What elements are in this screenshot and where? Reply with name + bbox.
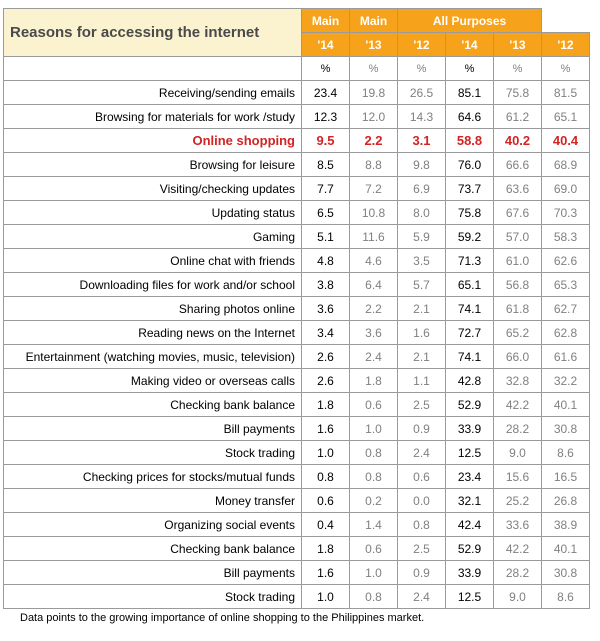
value-cell: 65.2 bbox=[494, 321, 542, 345]
value-cell: 72.7 bbox=[446, 321, 494, 345]
value-cell: 1.0 bbox=[302, 585, 350, 609]
value-cell: 4.6 bbox=[350, 249, 398, 273]
table-row bbox=[4, 177, 590, 201]
table-row bbox=[4, 129, 590, 153]
table-title: Reasons for accessing the internet bbox=[4, 9, 302, 57]
value-cell: 0.9 bbox=[398, 561, 446, 585]
value-cell: 2.5 bbox=[398, 537, 446, 561]
value-cell: 9.8 bbox=[398, 153, 446, 177]
value-cell: 12.5 bbox=[446, 441, 494, 465]
value-cell: 40.4 bbox=[542, 129, 590, 153]
year-header: '12 bbox=[398, 33, 446, 57]
value-cell: 2.1 bbox=[398, 297, 446, 321]
row-label: Money transfer bbox=[4, 489, 302, 513]
value-cell: 66.6 bbox=[494, 153, 542, 177]
table-row bbox=[4, 585, 590, 609]
value-cell: 8.0 bbox=[398, 201, 446, 225]
value-cell: 2.2 bbox=[350, 129, 398, 153]
value-cell: 1.4 bbox=[350, 513, 398, 537]
group-header-main-2: Main bbox=[350, 9, 398, 33]
value-cell: 59.2 bbox=[446, 225, 494, 249]
row-label: Visiting/checking updates bbox=[4, 177, 302, 201]
value-cell: 0.8 bbox=[398, 513, 446, 537]
table-row bbox=[4, 369, 590, 393]
value-cell: 0.9 bbox=[398, 417, 446, 441]
value-cell: 33.9 bbox=[446, 561, 494, 585]
row-label: Reading news on the Internet bbox=[4, 321, 302, 345]
value-cell: 3.4 bbox=[302, 321, 350, 345]
value-cell: 12.5 bbox=[446, 585, 494, 609]
value-cell: 0.8 bbox=[302, 465, 350, 489]
table-row bbox=[4, 273, 590, 297]
row-label: Receiving/sending emails bbox=[4, 81, 302, 105]
value-cell: 1.0 bbox=[350, 561, 398, 585]
value-cell: 40.2 bbox=[494, 129, 542, 153]
row-label: Checking prices for stocks/mutual funds bbox=[4, 465, 302, 489]
value-cell: 28.2 bbox=[494, 561, 542, 585]
value-cell: 9.5 bbox=[302, 129, 350, 153]
row-label: Downloading files for work and/or school bbox=[4, 273, 302, 297]
table-body bbox=[4, 81, 590, 609]
value-cell: 68.9 bbox=[542, 153, 590, 177]
value-cell: 5.9 bbox=[398, 225, 446, 249]
value-cell: 74.1 bbox=[446, 345, 494, 369]
value-cell: 62.8 bbox=[542, 321, 590, 345]
year-header: '13 bbox=[494, 33, 542, 57]
value-cell: 26.8 bbox=[542, 489, 590, 513]
value-cell: 2.4 bbox=[350, 345, 398, 369]
value-cell: 74.1 bbox=[446, 297, 494, 321]
value-cell: 1.8 bbox=[302, 537, 350, 561]
value-cell: 3.8 bbox=[302, 273, 350, 297]
value-cell: 5.1 bbox=[302, 225, 350, 249]
value-cell: 0.0 bbox=[398, 489, 446, 513]
value-cell: 58.3 bbox=[542, 225, 590, 249]
row-label: Gaming bbox=[4, 225, 302, 249]
value-cell: 75.8 bbox=[494, 81, 542, 105]
value-cell: 65.1 bbox=[542, 105, 590, 129]
row-label: Stock trading bbox=[4, 441, 302, 465]
value-cell: 12.0 bbox=[350, 105, 398, 129]
group-header-row bbox=[4, 9, 590, 33]
value-cell: 25.2 bbox=[494, 489, 542, 513]
value-cell: 28.2 bbox=[494, 417, 542, 441]
value-cell: 57.0 bbox=[494, 225, 542, 249]
value-cell: 3.6 bbox=[302, 297, 350, 321]
value-cell: 65.1 bbox=[446, 273, 494, 297]
value-cell: 0.8 bbox=[350, 441, 398, 465]
value-cell: 65.3 bbox=[542, 273, 590, 297]
value-cell: 10.8 bbox=[350, 201, 398, 225]
row-label: Online shopping bbox=[4, 129, 302, 153]
group-header-main-1: Main bbox=[302, 9, 350, 33]
value-cell: 69.0 bbox=[542, 177, 590, 201]
value-cell: 67.6 bbox=[494, 201, 542, 225]
value-cell: 42.4 bbox=[446, 513, 494, 537]
table-row bbox=[4, 393, 590, 417]
row-label: Entertainment (watching movies, music, television) bbox=[4, 345, 302, 369]
unit-cell: % bbox=[446, 57, 494, 81]
value-cell: 42.8 bbox=[446, 369, 494, 393]
value-cell: 12.3 bbox=[302, 105, 350, 129]
unit-cell: % bbox=[398, 57, 446, 81]
table-row bbox=[4, 153, 590, 177]
table-row bbox=[4, 441, 590, 465]
table-row bbox=[4, 417, 590, 441]
unit-cell: % bbox=[494, 57, 542, 81]
row-label: Browsing for leisure bbox=[4, 153, 302, 177]
value-cell: 19.8 bbox=[350, 81, 398, 105]
year-header: '13 bbox=[350, 33, 398, 57]
row-label: Checking bank balance bbox=[4, 537, 302, 561]
value-cell: 32.8 bbox=[494, 369, 542, 393]
year-header: '14 bbox=[446, 33, 494, 57]
value-cell: 85.1 bbox=[446, 81, 494, 105]
value-cell: 42.2 bbox=[494, 393, 542, 417]
value-cell: 38.9 bbox=[542, 513, 590, 537]
value-cell: 30.8 bbox=[542, 417, 590, 441]
unit-cell: % bbox=[302, 57, 350, 81]
value-cell: 1.0 bbox=[302, 441, 350, 465]
value-cell: 6.4 bbox=[350, 273, 398, 297]
value-cell: 8.5 bbox=[302, 153, 350, 177]
value-cell: 0.8 bbox=[350, 465, 398, 489]
table-row bbox=[4, 225, 590, 249]
value-cell: 0.4 bbox=[302, 513, 350, 537]
internet-reasons-table bbox=[3, 8, 590, 609]
value-cell: 75.8 bbox=[446, 201, 494, 225]
value-cell: 8.6 bbox=[542, 585, 590, 609]
unit-cell: % bbox=[350, 57, 398, 81]
row-label: Online chat with friends bbox=[4, 249, 302, 273]
value-cell: 71.3 bbox=[446, 249, 494, 273]
value-cell: 0.6 bbox=[398, 465, 446, 489]
row-label: Bill payments bbox=[4, 561, 302, 585]
value-cell: 3.5 bbox=[398, 249, 446, 273]
value-cell: 76.0 bbox=[446, 153, 494, 177]
value-cell: 1.1 bbox=[398, 369, 446, 393]
value-cell: 30.8 bbox=[542, 561, 590, 585]
value-cell: 15.6 bbox=[494, 465, 542, 489]
value-cell: 61.8 bbox=[494, 297, 542, 321]
value-cell: 0.6 bbox=[302, 489, 350, 513]
value-cell: 9.0 bbox=[494, 441, 542, 465]
value-cell: 61.6 bbox=[542, 345, 590, 369]
table-row bbox=[4, 81, 590, 105]
value-cell: 40.1 bbox=[542, 393, 590, 417]
value-cell: 0.6 bbox=[350, 393, 398, 417]
value-cell: 73.7 bbox=[446, 177, 494, 201]
value-cell: 33.9 bbox=[446, 417, 494, 441]
value-cell: 5.7 bbox=[398, 273, 446, 297]
value-cell: 52.9 bbox=[446, 393, 494, 417]
value-cell: 70.3 bbox=[542, 201, 590, 225]
value-cell: 7.2 bbox=[350, 177, 398, 201]
value-cell: 64.6 bbox=[446, 105, 494, 129]
value-cell: 0.2 bbox=[350, 489, 398, 513]
table-row bbox=[4, 513, 590, 537]
value-cell: 1.6 bbox=[302, 561, 350, 585]
value-cell: 62.7 bbox=[542, 297, 590, 321]
value-cell: 3.1 bbox=[398, 129, 446, 153]
value-cell: 52.9 bbox=[446, 537, 494, 561]
value-cell: 2.6 bbox=[302, 369, 350, 393]
value-cell: 4.8 bbox=[302, 249, 350, 273]
year-header: '12 bbox=[542, 33, 590, 57]
table-row bbox=[4, 201, 590, 225]
value-cell: 1.6 bbox=[398, 321, 446, 345]
value-cell: 6.9 bbox=[398, 177, 446, 201]
row-label: Browsing for materials for work /study bbox=[4, 105, 302, 129]
value-cell: 23.4 bbox=[446, 465, 494, 489]
value-cell: 3.6 bbox=[350, 321, 398, 345]
unit-row bbox=[4, 57, 590, 81]
value-cell: 62.6 bbox=[542, 249, 590, 273]
value-cell: 7.7 bbox=[302, 177, 350, 201]
value-cell: 11.6 bbox=[350, 225, 398, 249]
value-cell: 42.2 bbox=[494, 537, 542, 561]
row-label: Checking bank balance bbox=[4, 393, 302, 417]
unit-cell: % bbox=[542, 57, 590, 81]
row-label: Sharing photos online bbox=[4, 297, 302, 321]
row-label: Stock trading bbox=[4, 585, 302, 609]
value-cell: 2.6 bbox=[302, 345, 350, 369]
table-row bbox=[4, 537, 590, 561]
table-row bbox=[4, 321, 590, 345]
value-cell: 1.6 bbox=[302, 417, 350, 441]
value-cell: 63.6 bbox=[494, 177, 542, 201]
value-cell: 32.2 bbox=[542, 369, 590, 393]
value-cell: 26.5 bbox=[398, 81, 446, 105]
value-cell: 2.1 bbox=[398, 345, 446, 369]
table-row bbox=[4, 561, 590, 585]
value-cell: 58.8 bbox=[446, 129, 494, 153]
table-row bbox=[4, 105, 590, 129]
value-cell: 14.3 bbox=[398, 105, 446, 129]
value-cell: 0.8 bbox=[350, 585, 398, 609]
year-header: '14 bbox=[302, 33, 350, 57]
value-cell: 2.4 bbox=[398, 585, 446, 609]
value-cell: 66.0 bbox=[494, 345, 542, 369]
value-cell: 8.6 bbox=[542, 441, 590, 465]
value-cell: 9.0 bbox=[494, 585, 542, 609]
value-cell: 81.5 bbox=[542, 81, 590, 105]
value-cell: 1.8 bbox=[302, 393, 350, 417]
value-cell: 8.8 bbox=[350, 153, 398, 177]
value-cell: 56.8 bbox=[494, 273, 542, 297]
value-cell: 1.8 bbox=[350, 369, 398, 393]
value-cell: 2.4 bbox=[398, 441, 446, 465]
value-cell: 0.6 bbox=[350, 537, 398, 561]
value-cell: 33.6 bbox=[494, 513, 542, 537]
value-cell: 40.1 bbox=[542, 537, 590, 561]
table-row bbox=[4, 465, 590, 489]
value-cell: 61.2 bbox=[494, 105, 542, 129]
unit-row-spacer bbox=[4, 57, 302, 81]
table-row bbox=[4, 249, 590, 273]
row-label: Updating status bbox=[4, 201, 302, 225]
group-header-all-purposes: All Purposes bbox=[398, 9, 542, 33]
value-cell: 32.1 bbox=[446, 489, 494, 513]
value-cell: 2.5 bbox=[398, 393, 446, 417]
row-label: Organizing social events bbox=[4, 513, 302, 537]
footnote: Data points to the growing importance of online shopping to the Philippines market. bbox=[20, 612, 425, 624]
value-cell: 61.0 bbox=[494, 249, 542, 273]
table-row bbox=[4, 489, 590, 513]
value-cell: 6.5 bbox=[302, 201, 350, 225]
value-cell: 2.2 bbox=[350, 297, 398, 321]
row-label: Making video or overseas calls bbox=[4, 369, 302, 393]
table-row bbox=[4, 297, 590, 321]
value-cell: 16.5 bbox=[542, 465, 590, 489]
table-row bbox=[4, 345, 590, 369]
value-cell: 23.4 bbox=[302, 81, 350, 105]
row-label: Bill payments bbox=[4, 417, 302, 441]
value-cell: 1.0 bbox=[350, 417, 398, 441]
